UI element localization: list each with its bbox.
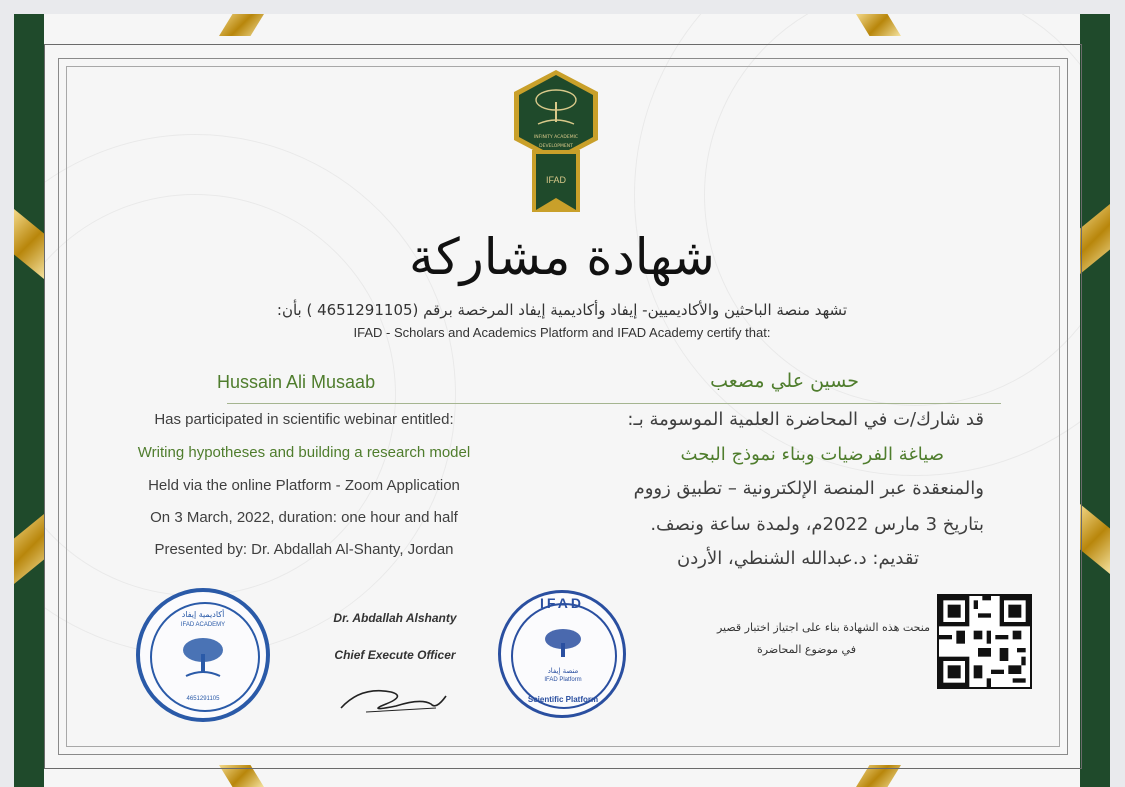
note-line-1: منحت هذه الشهادة بناء على اجتياز اختبار قصير	[716, 621, 930, 634]
recipient-name-arabic: حسين علي مصعب	[710, 370, 859, 392]
stamp-left-number: 4651291105	[186, 696, 220, 702]
qr-code-icon	[939, 596, 1030, 687]
qr-code[interactable]	[937, 594, 1032, 689]
english-line-3: Held via the online Platform - Zoom Application	[148, 477, 460, 494]
logo-label-1: INFINITY ACADEMIC	[533, 135, 579, 140]
stamp-right-english: IFAD Platform	[544, 677, 582, 683]
arabic-line-1: قد شارك/ت في المحاضرة العلمية الموسومة بـ:	[627, 409, 984, 430]
english-line-1: Has participated in scientific webinar entitled:	[154, 411, 454, 428]
arabic-line-4: بتاريخ 3 مارس 2022م، ولمدة ساعة ونصف.	[650, 514, 984, 535]
english-webinar-title: Writing hypotheses and building a research model	[137, 444, 471, 461]
stamp-right-curve: Scientific Platform	[527, 695, 599, 704]
arabic-line-5: تقديم: د.عبدالله الشنطي، الأردن	[677, 548, 919, 569]
signature	[336, 678, 456, 718]
note-line-2: في موضوع المحاضرة	[757, 643, 856, 656]
signatory-name: Dr. Abdallah Alshanty	[333, 611, 457, 625]
english-line-4: On 3 March, 2022, duration: one hour and half	[150, 509, 458, 526]
intro-arabic: تشهد منصة الباحثين والأكاديميين- إيفاد وأكاديمية إيفاد المرخصة برقم (4651291105 ) بأن:	[276, 301, 848, 319]
logo-badge: IFAD	[545, 175, 567, 185]
intro-english: IFAD - Scholars and Academics Platform and IFAD Academy certify that:	[353, 325, 771, 340]
recipient-name-english: Hussain Ali Musaab	[217, 372, 376, 392]
ifad-platform-stamp	[498, 590, 626, 718]
stamp-right-arabic: منصة إيفاد	[547, 667, 579, 675]
ifad-academy-stamp	[136, 588, 270, 722]
ifad-logo	[508, 70, 604, 220]
tree-icon	[178, 636, 228, 680]
divider	[227, 403, 1001, 404]
left-green-border	[14, 14, 44, 787]
right-green-border	[1080, 14, 1110, 787]
certificate-heading: شهادة مشاركة	[409, 228, 715, 286]
logo-label-2: DEVELOPMENT	[539, 144, 573, 149]
signatory-title: Chief Execute Officer	[334, 648, 456, 662]
stamp-left-arabic: أكاديمية إيفاد	[181, 610, 225, 619]
stamp-right-title: IFAD	[540, 595, 584, 611]
top-gold-accent	[219, 14, 264, 36]
arabic-line-3: والمنعقدة عبر المنصة الإلكترونية – تطبيق زووم	[633, 478, 984, 499]
english-line-5: Presented by: Dr. Abdallah Al-Shanty, Jordan	[154, 541, 454, 558]
tree-icon	[541, 627, 585, 665]
arabic-webinar-title: صياغة الفرضيات وبناء نموذج البحث	[680, 444, 944, 465]
stamp-left-english: IFAD ACADEMY	[180, 622, 226, 628]
certificate	[14, 14, 1110, 787]
